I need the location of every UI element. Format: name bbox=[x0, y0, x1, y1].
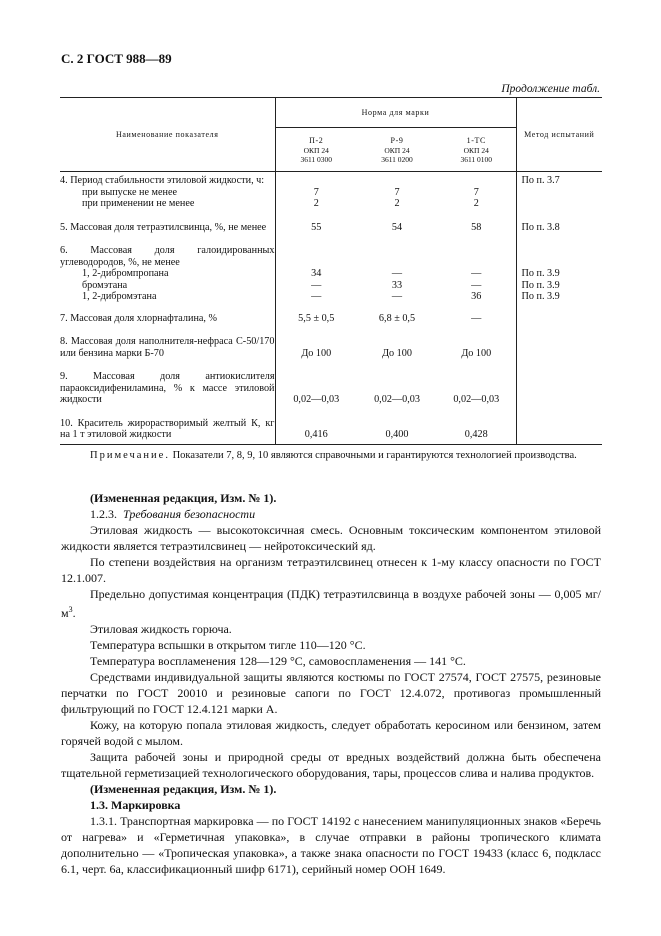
indicator-name: 5. Массовая доля тетраэтилсвинца, %, не менее bbox=[60, 221, 267, 233]
value-cell: — bbox=[275, 280, 357, 292]
value-cell: — bbox=[391, 268, 403, 279]
value-cell: 0,400 bbox=[385, 429, 409, 440]
indicator-name: 9. Массовая доля антиокислителя параоксидифениламина, % к массе этиловой жидкости bbox=[60, 371, 275, 405]
document-body bbox=[61, 490, 601, 877]
value-cell bbox=[275, 233, 357, 268]
value-cell: 2 bbox=[394, 198, 400, 209]
value-cell: 0,416 bbox=[275, 406, 357, 445]
value-cell: 5,5 ± 0,5 bbox=[275, 303, 357, 325]
indicator-name: при применении не менее bbox=[82, 198, 195, 209]
value-cell: 0,428 bbox=[464, 429, 488, 440]
method-cell bbox=[516, 187, 602, 199]
indicator-name: 7. Массовая доля хлорнафталина, % bbox=[60, 312, 218, 324]
grade-header: 1-ТС ОКП 24 3611 0100 bbox=[437, 128, 516, 172]
table-row bbox=[60, 210, 602, 234]
table-row bbox=[60, 268, 602, 280]
method-cell: По п. 3.9 bbox=[516, 268, 602, 280]
table-row bbox=[60, 406, 602, 445]
paragraph: Кожу, на которую попала этиловая жидкость, следует обработать керосином или бензином, затем горячей водой с мылом. bbox=[61, 718, 601, 748]
value-cell: 7 bbox=[473, 186, 479, 198]
table-row bbox=[60, 172, 602, 187]
value-cell: 7 bbox=[275, 187, 357, 199]
edit-note: (Измененная редакция, Изм. № 1). bbox=[90, 491, 277, 505]
value-cell: 58 bbox=[471, 221, 482, 233]
method-cell bbox=[516, 359, 602, 406]
indicator-name: 10. Краситель жирорастворимый желтый К, кг на 1 т этиловой жидкости bbox=[60, 417, 275, 440]
indicator-name: 8. Массовая доля наполнителя-нефраса С-50/170 или бензина марки Б-70 bbox=[60, 336, 275, 359]
edit-note: (Измененная редакция, Изм. № 1). bbox=[90, 782, 277, 796]
indicator-name: при выпуске не менее bbox=[82, 186, 178, 198]
value-cell: — bbox=[471, 312, 482, 324]
table-row bbox=[60, 303, 602, 325]
paragraph: 1.3.1. Транспортная маркировка — по ГОСТ 14192 с нанесением манипуляционных знаков «Беречь от нагрева» и «Герметичная упаковка», в случае отправки в районы тропического климата дополнительно — «Тропическая упаковка», а также знака опасности по ГОСТ 19433 (класс 6, подкласс 6.1, черт. 6а, классификационный шифр 6171), серийный номер ООН 1649. bbox=[61, 814, 601, 876]
method-cell: По п. 3.9 bbox=[516, 280, 602, 292]
method-cell bbox=[516, 406, 602, 445]
table-row bbox=[60, 324, 602, 359]
value-cell: 55 bbox=[275, 210, 357, 234]
paragraph: Средствами индивидуальной защиты являются костюмы по ГОСТ 27574, ГОСТ 27575, резиновые перчатки по ГОСТ 20010 и резиновые сапоги по ГОСТ 12.4.072, противогаз промышленный фильтрующий по ГОСТ 12.4.121 марки А. bbox=[61, 670, 601, 716]
table-row bbox=[60, 187, 602, 199]
method-cell: По п. 3.7 bbox=[516, 172, 602, 187]
value-cell bbox=[275, 172, 357, 187]
indicator-name: 1, 2-дибромпропана bbox=[82, 268, 169, 279]
value-cell: 33 bbox=[391, 279, 403, 291]
norm-header: Норма для марки bbox=[275, 98, 516, 128]
value-cell: 34 bbox=[275, 268, 357, 280]
indicator-name-header: Наименование показателя bbox=[60, 98, 275, 172]
value-cell: 6,8 ± 0,5 bbox=[378, 312, 416, 324]
table-row bbox=[60, 198, 602, 210]
paragraph: Этиловая жидкость горюча. bbox=[90, 622, 232, 636]
section-heading: 1.3. Маркировка bbox=[90, 798, 181, 812]
value-cell: 54 bbox=[391, 221, 403, 233]
value-cell bbox=[437, 172, 516, 187]
method-cell: По п. 3.9 bbox=[516, 291, 602, 303]
value-cell: 0,02—0,03 bbox=[374, 394, 420, 405]
grade-header: П-2 ОКП 24 3611 0300 bbox=[275, 128, 357, 172]
value-cell: 2 bbox=[275, 198, 357, 210]
value-cell: — bbox=[391, 291, 403, 302]
method-header: Метод испытаний bbox=[516, 98, 602, 172]
table-row bbox=[60, 233, 602, 268]
section-number: 1.2.3. bbox=[90, 507, 117, 521]
indicator-name: 6. Массовая доля галоидированных углеводородов, %, не менее bbox=[60, 245, 275, 268]
value-cell: 0,02—0,03 bbox=[453, 394, 500, 405]
paragraph: Предельно допустимая концентрация (ПДК) тетраэтилсвинца в воздухе рабочей зоны — 0,005 $мг/м^3$. bbox=[61, 587, 601, 620]
paragraph: Защита рабочей зоны и природной среды от вредных воздействий должна быть обеспечена тщательной герметизацией технологического оборудования, тары, процессов слива и налива продуктов. bbox=[61, 750, 601, 780]
table-row bbox=[60, 291, 602, 303]
value-cell bbox=[437, 233, 516, 268]
value-cell bbox=[357, 233, 437, 268]
page-header: С. 2 ГОСТ 988—89 bbox=[61, 51, 172, 66]
value-cell: 2 bbox=[473, 198, 479, 209]
indicator-name: 4. Период стабильности этиловой жидкости, ч: bbox=[60, 175, 265, 186]
value-cell: 7 bbox=[394, 186, 400, 198]
paragraph: Температура воспламенения 128—129 °С, самовоспламенения — 141 °С. bbox=[90, 654, 466, 668]
value-cell: 0,02—0,03 bbox=[275, 359, 357, 406]
value-cell: 36 bbox=[471, 291, 482, 302]
method-cell bbox=[516, 198, 602, 210]
value-cell: До 100 bbox=[461, 347, 492, 359]
paragraph: По степени воздействия на организм тетраэтилсвинец отнесен к 1-му классу опасности по ГОСТ 12.1.007. bbox=[61, 555, 601, 585]
paragraph: Температура вспышки в открытом тигле 110—120 °С. bbox=[90, 638, 366, 652]
section-title: Требования безопасности bbox=[123, 507, 256, 521]
method-cell bbox=[516, 303, 602, 325]
table-row bbox=[60, 359, 602, 406]
table-continuation-label: Продолжение табл. bbox=[501, 83, 600, 95]
section-heading bbox=[61, 506, 601, 522]
value-cell: До 100 bbox=[275, 324, 357, 359]
table-note bbox=[61, 449, 601, 463]
value-cell bbox=[357, 172, 437, 187]
note-label: Примечание. bbox=[90, 450, 170, 461]
grade-header: Р-9 ОКП 24 3611 0200 bbox=[357, 128, 437, 172]
table-row bbox=[60, 280, 602, 292]
value-cell: До 100 bbox=[382, 347, 412, 359]
indicator-name: 1, 2-дибромэтана bbox=[82, 291, 157, 302]
value-cell: — bbox=[471, 279, 482, 291]
method-cell bbox=[516, 233, 602, 268]
note-text: Показатели 7, 8, 9, 10 являются справочными и гарантируются технологией производства. bbox=[172, 450, 577, 461]
method-cell bbox=[516, 324, 602, 359]
value-cell: — bbox=[275, 291, 357, 303]
value-cell: — bbox=[471, 268, 482, 279]
properties-table bbox=[60, 97, 602, 445]
method-cell: По п. 3.8 bbox=[516, 210, 602, 234]
paragraph: Этиловая жидкость — высокотоксичная смесь. Основным токсическим компонентом этиловой жидкости является тетраэтилсвинец — нейротоксический яд. bbox=[61, 523, 601, 553]
indicator-name: бромэтана bbox=[82, 279, 128, 291]
